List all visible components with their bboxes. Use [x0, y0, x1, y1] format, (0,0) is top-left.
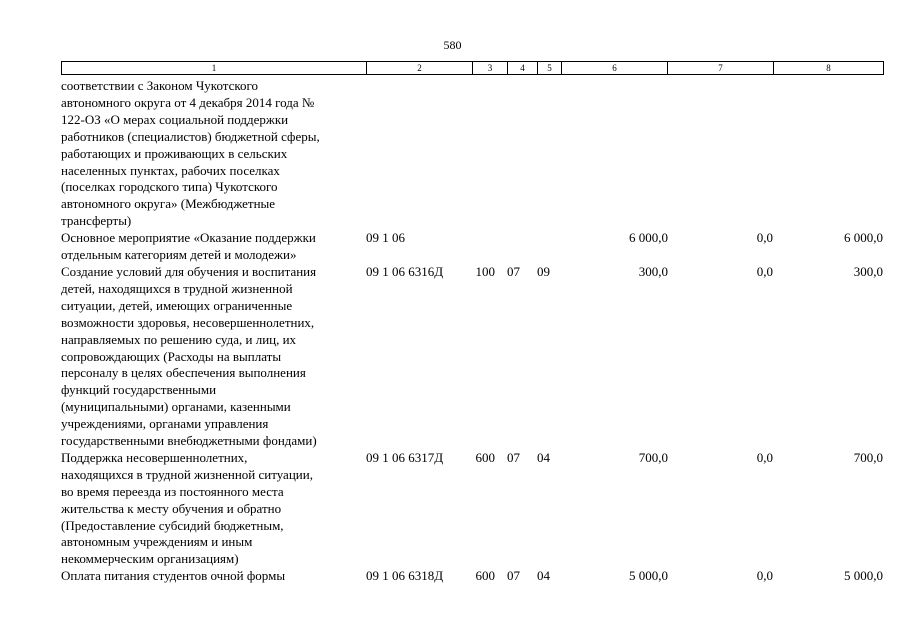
row-section: 07	[507, 568, 520, 584]
row-target-code: 09 1 06 6318Д	[366, 568, 444, 584]
row-value-col7: 0,0	[756, 263, 773, 279]
row-description: Оплата питания студентов очной формы	[61, 568, 286, 584]
row-description: Создание условий для обучения и воспитания детей, находящихся в трудной жизненной ситуации, детей, имеющих ограниченные возможности здоровья, несовершеннолетних, направляемых по решению суда, и лиц, их сопровождающих (Расходы на выплаты персоналу в целях обеспечения выполнения функций государственными (муниципальными) органами, казенными учреждениями, органами управления государственными внебюджетными фондами)	[61, 263, 317, 449]
table-body	[61, 78, 883, 585]
row-value-col8: 6 000,0	[844, 230, 883, 246]
row-value-col6: 6 000,0	[629, 230, 668, 246]
row-description: Поддержка несовершеннолетних, находящихся в трудной жизненной ситуации, во время переезда из постоянного места жительства к месту обучения и обратно (Предоставление субсидий бюджетным, автономным учреждениям и иным некоммерческим организациям)	[61, 449, 313, 567]
row-value-col8: 300,0	[853, 263, 883, 279]
row-value-col6: 300,0	[638, 263, 668, 279]
row-value-col8: 700,0	[853, 449, 883, 465]
row-value-col7: 0,0	[756, 449, 773, 465]
table-row	[61, 568, 883, 585]
table-row	[61, 264, 883, 450]
column-header-3: 3	[473, 62, 508, 75]
column-header-4: 4	[508, 62, 538, 75]
column-header-2: 2	[367, 62, 473, 75]
column-header-7: 7	[668, 62, 774, 75]
row-description: соответствии с Законом Чукотского автономного округа от 4 декабря 2014 года № 122-ОЗ «О мерах социальной поддержки работников (специалистов) бюджетной сферы, работающих и проживающих в сельских населенных пунктах, рабочих поселках (поселках городского типа) Чукотского автономного округа» (Межбюджетные трансферты)	[61, 78, 320, 229]
row-target-code: 09 1 06	[366, 230, 405, 246]
row-expense-type: 600	[475, 449, 495, 465]
column-header-6: 6	[562, 62, 668, 75]
column-header-8: 8	[774, 62, 884, 75]
column-header-table	[61, 61, 884, 75]
row-expense-type: 100	[475, 263, 495, 279]
column-header-row	[62, 62, 884, 75]
row-subsection: 04	[537, 449, 550, 465]
row-expense-type: 600	[475, 568, 495, 584]
table-row	[61, 450, 883, 568]
row-value-col8: 5 000,0	[844, 568, 883, 584]
page-number: 580	[443, 38, 462, 52]
row-description: Основное мероприятие «Оказание поддержки отдельным категориям детей и молодежи»	[61, 230, 316, 263]
row-value-col7: 0,0	[756, 568, 773, 584]
table-row	[61, 230, 883, 264]
column-header-1: 1	[62, 62, 367, 75]
row-value-col6: 5 000,0	[629, 568, 668, 584]
row-subsection: 04	[537, 568, 550, 584]
row-section: 07	[507, 449, 520, 465]
table-row	[61, 78, 883, 230]
row-section: 07	[507, 263, 520, 279]
row-target-code: 09 1 06 6317Д	[366, 449, 444, 465]
column-header-5: 5	[538, 62, 562, 75]
row-value-col7: 0,0	[756, 230, 773, 246]
row-subsection: 09	[537, 263, 550, 279]
row-target-code: 09 1 06 6316Д	[366, 263, 444, 279]
row-value-col6: 700,0	[638, 449, 668, 465]
